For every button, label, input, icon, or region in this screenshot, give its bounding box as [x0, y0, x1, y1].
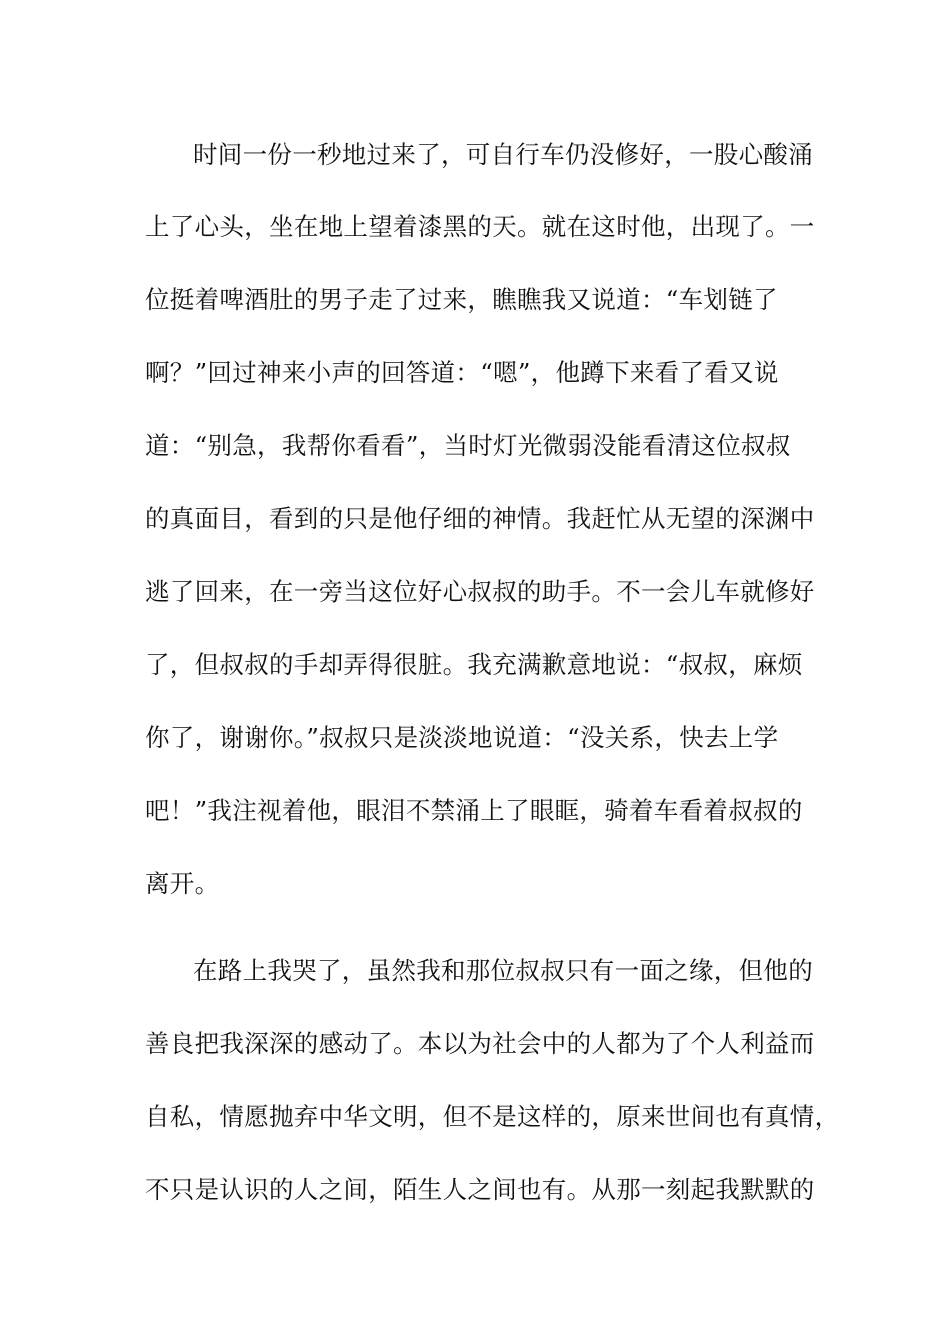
paragraph-1-line-11: 离开。 — [145, 869, 220, 898]
paragraph-2-line-3: 自私，情愿抛弃中华文明，但不是这样的，原来世间也有真情， — [145, 1102, 840, 1131]
paragraph-1-line-9: 你了，谢谢你。”叔叔只是淡淡地说道：“没关系，快去上学 — [145, 723, 779, 752]
paragraph-1-line-4: 啊？”回过神来小声的回答道：“嗯”，他蹲下来看了看又说 — [145, 358, 779, 387]
paragraph-2-line-4: 不只是认识的人之间，陌生人之间也有。从那一刻起我默默的 — [145, 1175, 815, 1204]
paragraph-1-line-8: 了，但叔叔的手却弄得很脏。我充满歉意地说：“叔叔，麻烦 — [145, 650, 803, 679]
paragraph-1-line-10: 吧！”我注视着他，眼泪不禁涌上了眼眶，骑着车看着叔叔的 — [145, 796, 803, 825]
paragraph-1-line-6: 的真面目，看到的只是他仔细的神情。我赶忙从无望的深渊中 — [145, 504, 815, 533]
paragraph-1-line-5: 道：“别急，我帮你看看”，当时灯光微弱没能看清这位叔叔 — [145, 431, 791, 460]
paragraph-1-line-3: 位挺着啤酒肚的男子走了过来，瞧瞧我又说道：“车划链了 — [145, 285, 778, 314]
paragraph-1-line-2: 上了心头，坐在地上望着漆黑的天。就在这时他，出现了。一 — [145, 212, 815, 241]
paragraph-2-line-2: 善良把我深深的感动了。本以为社会中的人都为了个人利益而 — [145, 1029, 815, 1058]
paragraph-1-line-1: 时间一份一秒地过来了，可自行车仍没修好，一股心酸涌 — [193, 140, 813, 169]
paragraph-1-line-7: 逃了回来，在一旁当这位好心叔叔的助手。不一会儿车就修好 — [145, 577, 815, 606]
paragraph-2-line-1: 在路上我哭了，虽然我和那位叔叔只有一面之缘，但他的 — [193, 956, 813, 985]
